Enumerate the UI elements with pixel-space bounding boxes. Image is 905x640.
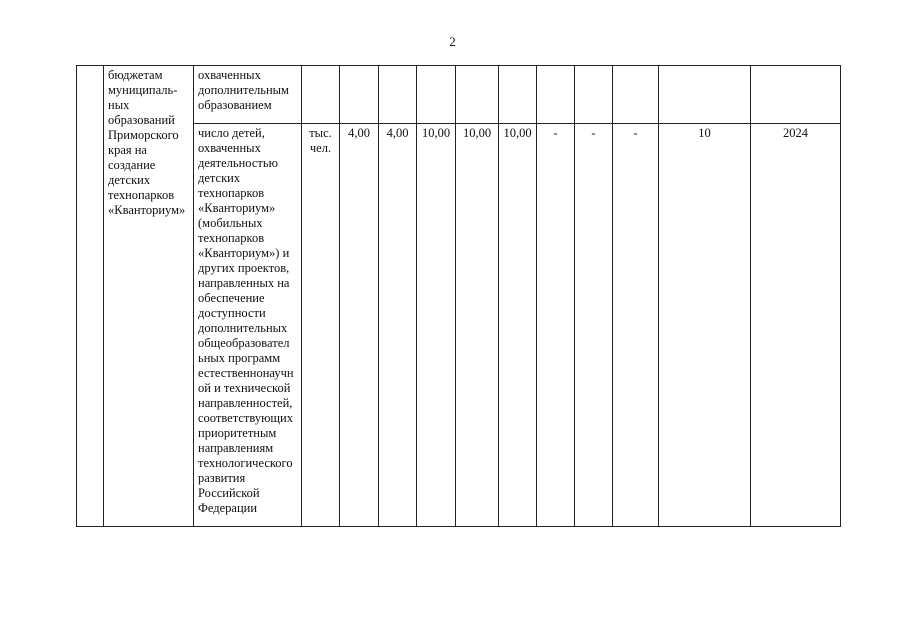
- indicators-table: [76, 65, 841, 527]
- value-cell: -: [537, 124, 575, 527]
- empty-cell: [302, 66, 340, 124]
- year-cell: 2024: [751, 124, 841, 527]
- empty-cell: [77, 66, 104, 527]
- indicator-cell: число детей, охваченных деятельностью детских технопарков «Кванториум» (мобильных технопарков «Кванториум») и других проектов, направленных на обеспечение доступности дополнительных общеобразовател ьных программ естественнонаучн ой и технической направленностей, соответствующих приоритетным направлениям технологического развития Российской Федерации: [194, 124, 302, 527]
- empty-cell: [456, 66, 499, 124]
- value-cell: 10,00: [417, 124, 456, 527]
- table-row: [77, 66, 841, 124]
- empty-cell: [613, 66, 659, 124]
- value-cell: 10,00: [456, 124, 499, 527]
- empty-cell: [340, 66, 379, 124]
- value-cell: 10,00: [499, 124, 537, 527]
- empty-cell: [499, 66, 537, 124]
- value-cell: 4,00: [379, 124, 417, 527]
- empty-cell: [379, 66, 417, 124]
- target-cell: 10: [659, 124, 751, 527]
- empty-cell: [537, 66, 575, 124]
- value-cell: 4,00: [340, 124, 379, 527]
- value-cell: -: [575, 124, 613, 527]
- indicator-cell: охваченных дополнительным образованием: [194, 66, 302, 124]
- empty-cell: [659, 66, 751, 124]
- empty-cell: [575, 66, 613, 124]
- value-cell: -: [613, 124, 659, 527]
- page-number: 2: [449, 34, 456, 49]
- empty-cell: [751, 66, 841, 124]
- unit-cell: тыс. чел.: [302, 124, 340, 527]
- empty-cell: [417, 66, 456, 124]
- recipient-cell: бюджетам муниципаль- ных образований Приморского края на создание детских технопарков «Кванториум»: [104, 66, 194, 527]
